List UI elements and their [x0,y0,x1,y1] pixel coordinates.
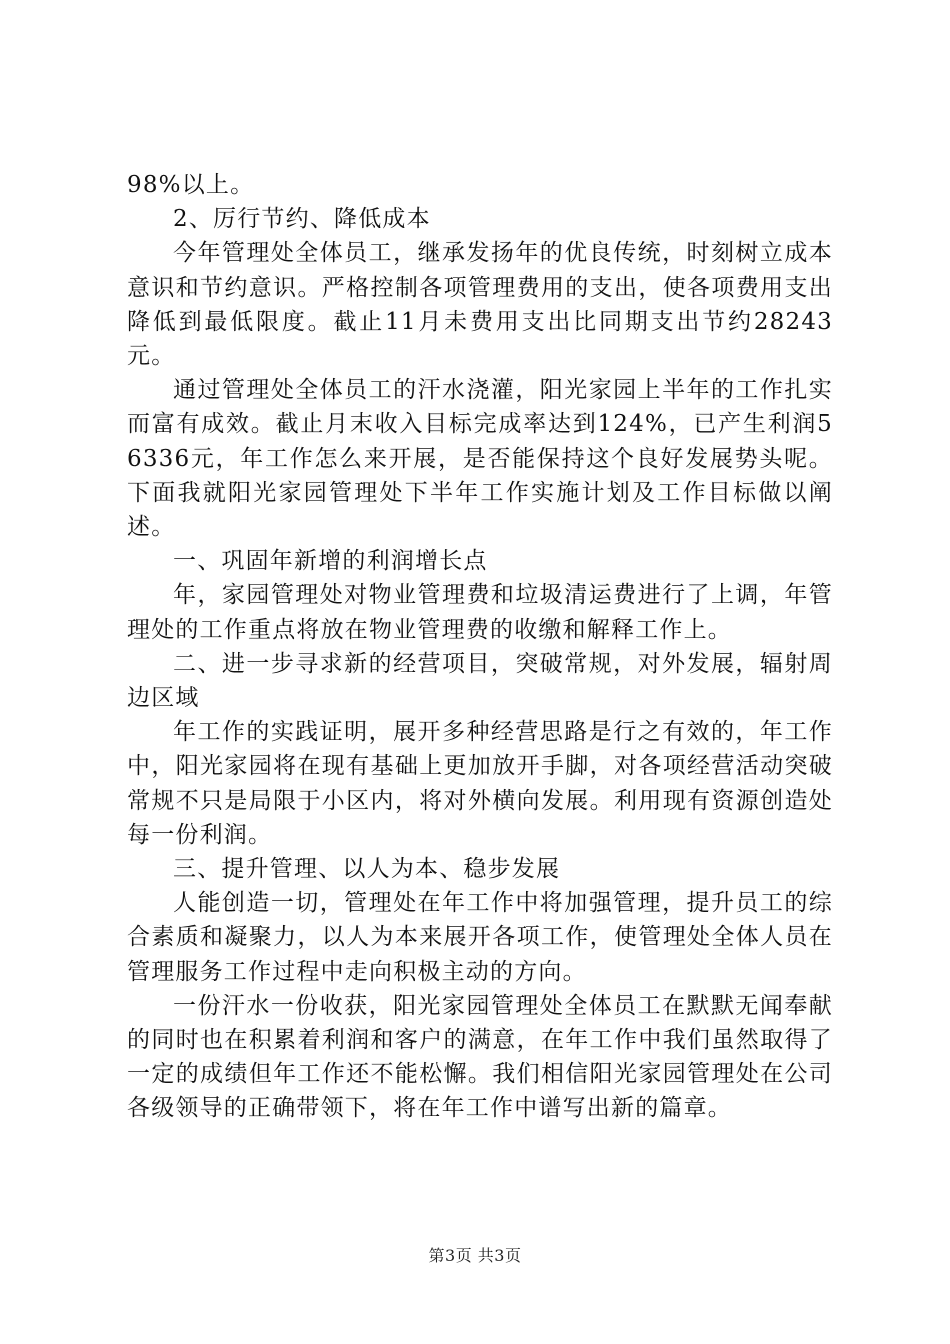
section-heading-profit-growth: 一、巩固年新增的利润增长点 [173,548,488,575]
paragraph-conclusion: 一份汗水一份收获，阳光家园管理处全体员工在默默无闻奉献的同时也在积累着利润和客户的满意，在年工作中我们虽然取得了一定的成绩但年工作还不能松懈。我们相信阳光家园管理处在公司各级领导的正确带领下，将在年工作中谱写出新的篇章。 [127,992,833,1122]
paragraph-first-half-summary: 通过管理处全体员工的汗水浇灌，阳光家园上半年的工作扎实而富有成效。截止月末收入目标完成率达到124%，已产生利润56336元，年工作怎么来开展，是否能保持这个良好发展势头呢。下面我就阳光家园管理处下半年工作实施计划及工作目标做以阐述。 [127,377,833,541]
section-heading-management: 三、提升管理、以人为本、稳步发展 [173,856,561,883]
paragraph-profit-growth: 年，家园管理处对物业管理费和垃圾清运费进行了上调，年管理处的工作重点将放在物业管理费的收缴和解释工作上。 [127,582,833,643]
section-heading-cost-saving: 2、厉行节约、降低成本 [173,206,431,233]
page-number-footer: 第3页 共3页 [428,1246,522,1265]
paragraph-continuation: 98%以上。 [127,172,255,198]
paragraph-management: 人能创造一切，管理处在年工作中将加强管理，提升员工的综合素质和凝聚力，以人为本来展开各项工作，使管理处全体人员在管理服务工作过程中走向积极主动的方向。 [127,890,833,985]
paragraph-cost-saving: 今年管理处全体员工，继承发扬年的优良传统，时刻树立成本意识和节约意识。严格控制各项管理费用的支出，使各项费用支出降低到最低限度。截止11月未费用支出比同期支出节约28243元。 [127,240,833,370]
section-heading-new-projects: 二、进一步寻求新的经营项目，突破常规，对外发展，辐射周边区域 [127,650,833,712]
paragraph-new-projects: 年工作的实践证明，展开多种经营思路是行之有效的，年工作中，阳光家园将在现有基础上更加放开手脚，对各项经营活动突破常规不只是局限于小区内，将对外横向发展。利用现有资源创造处每一份利润。 [127,719,833,848]
document-body [127,168,833,1126]
